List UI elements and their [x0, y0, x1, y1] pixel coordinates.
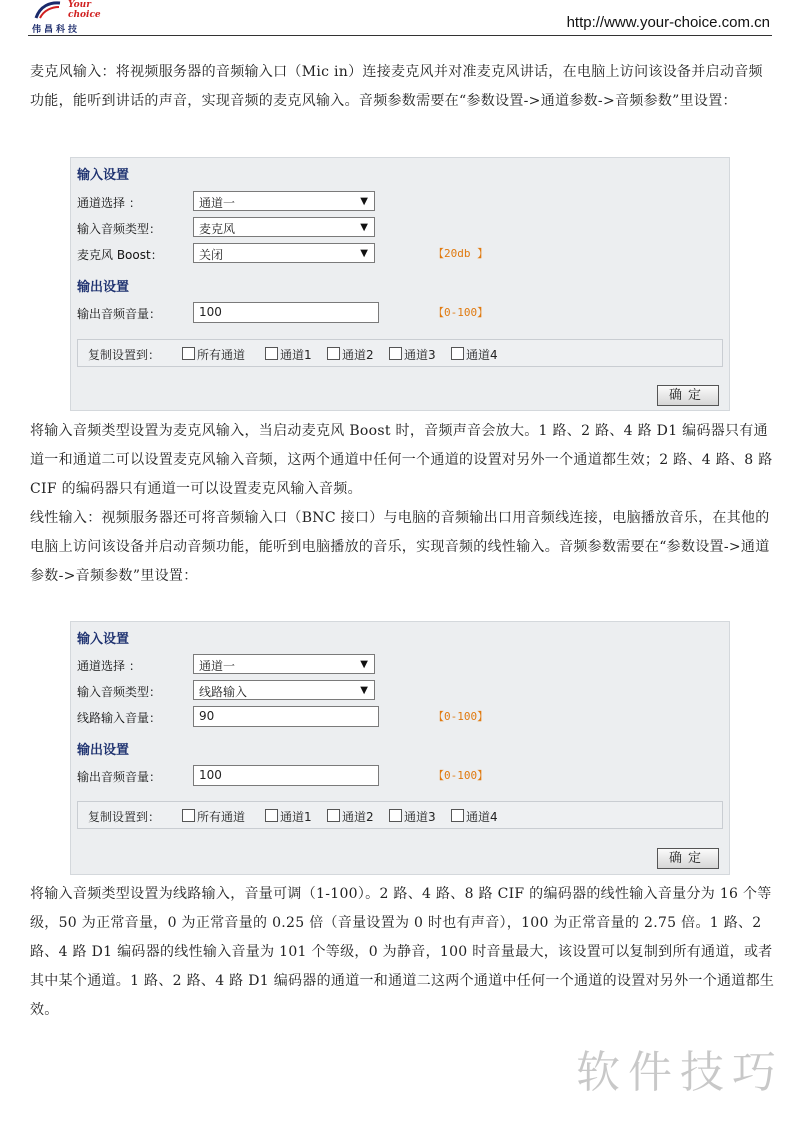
output-volume-input[interactable]: [193, 302, 379, 323]
checkbox-label: 通道4: [466, 810, 498, 824]
checkbox-icon: [389, 347, 402, 360]
audio-settings-panel-line: [70, 621, 730, 875]
output-settings-title: 输出设置: [77, 280, 130, 295]
line-volume-value: 90: [199, 709, 215, 723]
ok-button[interactable]: 确定: [657, 385, 719, 406]
checkbox-icon: [182, 347, 195, 360]
mic-boost-label: 麦克风 Boost：: [77, 248, 163, 262]
checkbox-label: 所有通道: [197, 348, 246, 362]
output-volume-label: 输出音频音量：: [77, 307, 162, 321]
paragraph-line-input: 线性输入：视频服务器还可将音频输入口（BNC 接口）与电脑的音频输出口用音频线连接，电脑播放音乐，在其他的电脑上访问该设备并启动音频功能，能听到电脑播放的音乐，实现音频的线性输入。音频参数需要在“参数设置->通道参数->音频参数”里设置：: [30, 510, 770, 584]
copy-settings-label: 复制设置到：: [88, 810, 161, 824]
audio-type-select[interactable]: [193, 680, 375, 700]
paragraph-mic-boost: 将输入音频类型设置为麦克风输入，当启动麦克风 Boost 时，音频声音会放大。1 路、2 路、4 路 D1 编码器只有通道一和通道二可以设置麦克风输入音频，这两个通道中任何一个通道的设置对另外一个通道都生效；2 路、4 路、8 路 CIF 的编码器只有通道一可以设置麦克风输入音频。: [30, 423, 773, 497]
audio-type-value: 麦克风: [199, 222, 236, 236]
chevron-down-icon: ▼: [360, 685, 368, 696]
output-volume-input[interactable]: [193, 765, 379, 786]
logo-script-text: Your choice: [68, 0, 101, 20]
logo-company-name: 伟昌科技: [32, 25, 81, 35]
copy-settings-label: 复制设置到：: [88, 348, 161, 362]
checkbox-label: 通道2: [342, 348, 374, 362]
checkbox-icon: [265, 347, 278, 360]
checkbox-icon: [327, 809, 340, 822]
input-settings-title: 输入设置: [77, 632, 130, 647]
input-settings-title: 输入设置: [77, 168, 130, 183]
mic-boost-value: 关闭: [199, 248, 224, 262]
watermark-text: 软件技巧: [576, 1047, 784, 1098]
audio-type-select[interactable]: [193, 217, 375, 237]
copy-settings-box: [77, 801, 723, 829]
channel-select-value: 通道一: [199, 659, 236, 673]
channel-select[interactable]: [193, 191, 375, 211]
chevron-down-icon: ▼: [360, 659, 368, 670]
mic-boost-select[interactable]: [193, 243, 375, 263]
paragraph-mic-input: 麦克风输入：将视频服务器的音频输入口（Mic in）连接麦克风并对准麦克风讲话，在电脑上访问该设备并启动音频功能，能听到讲话的声音，实现音频的麦克风输入。音频参数需要在“参数设置->通道参数->音频参数”里设置：: [30, 64, 763, 109]
checkbox-label: 所有通道: [197, 810, 246, 824]
logo-swoosh-icon: [32, 0, 62, 20]
channel-select-value: 通道一: [199, 196, 236, 210]
channel-select-row: [77, 654, 717, 676]
checkbox-label: 通道2: [342, 810, 374, 824]
channel-select-label: 通道选择 ：: [77, 659, 141, 673]
audio-settings-panel-mic: [70, 157, 730, 411]
output-volume-value: 100: [199, 768, 222, 782]
mic-boost-row: [77, 243, 717, 265]
page-header: [0, 0, 800, 40]
site-url[interactable]: http://www.your-choice.com.cn: [566, 14, 770, 31]
chevron-down-icon: ▼: [360, 248, 368, 259]
checkbox-icon: [327, 347, 340, 360]
checkbox-icon: [265, 809, 278, 822]
channel-select-row: [77, 191, 717, 213]
ok-button[interactable]: 确定: [657, 848, 719, 869]
mic-boost-hint: 【20db 】: [433, 247, 489, 260]
checkbox-icon: [182, 809, 195, 822]
output-volume-label: 输出音频音量：: [77, 770, 162, 784]
checkbox-label: 通道1: [280, 810, 312, 824]
line-volume-hint: 【0-100】: [433, 710, 489, 723]
checkbox-label: 通道3: [404, 810, 436, 824]
header-divider: [28, 35, 772, 36]
copy-settings-box: [77, 339, 723, 367]
chevron-down-icon: ▼: [360, 196, 368, 207]
audio-type-value: 线路输入: [199, 685, 248, 699]
output-volume-row: [77, 302, 717, 324]
checkbox-icon: [389, 809, 402, 822]
output-settings-title: 输出设置: [77, 743, 130, 758]
line-volume-row: [77, 706, 717, 728]
line-volume-input[interactable]: [193, 706, 379, 727]
channel-select-label: 通道选择 ：: [77, 196, 141, 210]
checkbox-icon: [451, 347, 464, 360]
channel-select[interactable]: [193, 654, 375, 674]
audio-type-label: 输入音频类型：: [77, 222, 162, 236]
audio-type-row: [77, 680, 717, 702]
paragraph-line-volume: 将输入音频类型设置为线路输入，音量可调（1-100）。2 路、4 路、8 路 CIF 的编码器的线性输入音量分为 16 个等级，50 为正常音量，0 为正常音量的 0.25 倍（音量设置为 0 时也有声音），100 为正常音量的 2.75 倍。1 路、2 路、4 路 D1 编码器的线性输入音量为 101 个等级，0 为静音，100 时音量最大，该设置可以复制到所有通道，或者其中某个通道。1 路、2 路、4 路 D1 编码器的通道一和通道二这两个通道中任何一个通道的设置对另外一个通道都生效。: [30, 886, 775, 1018]
output-volume-row: [77, 765, 717, 787]
output-volume-value: 100: [199, 305, 222, 319]
checkbox-label: 通道4: [466, 348, 498, 362]
line-volume-label: 线路输入音量：: [77, 711, 162, 725]
output-volume-hint: 【0-100】: [433, 306, 489, 319]
audio-type-label: 输入音频类型：: [77, 685, 162, 699]
company-logo: [28, 0, 108, 36]
chevron-down-icon: ▼: [360, 222, 368, 233]
audio-type-row: [77, 217, 717, 239]
checkbox-label: 通道3: [404, 348, 436, 362]
output-volume-hint: 【0-100】: [433, 769, 489, 782]
checkbox-icon: [451, 809, 464, 822]
checkbox-label: 通道1: [280, 348, 312, 362]
